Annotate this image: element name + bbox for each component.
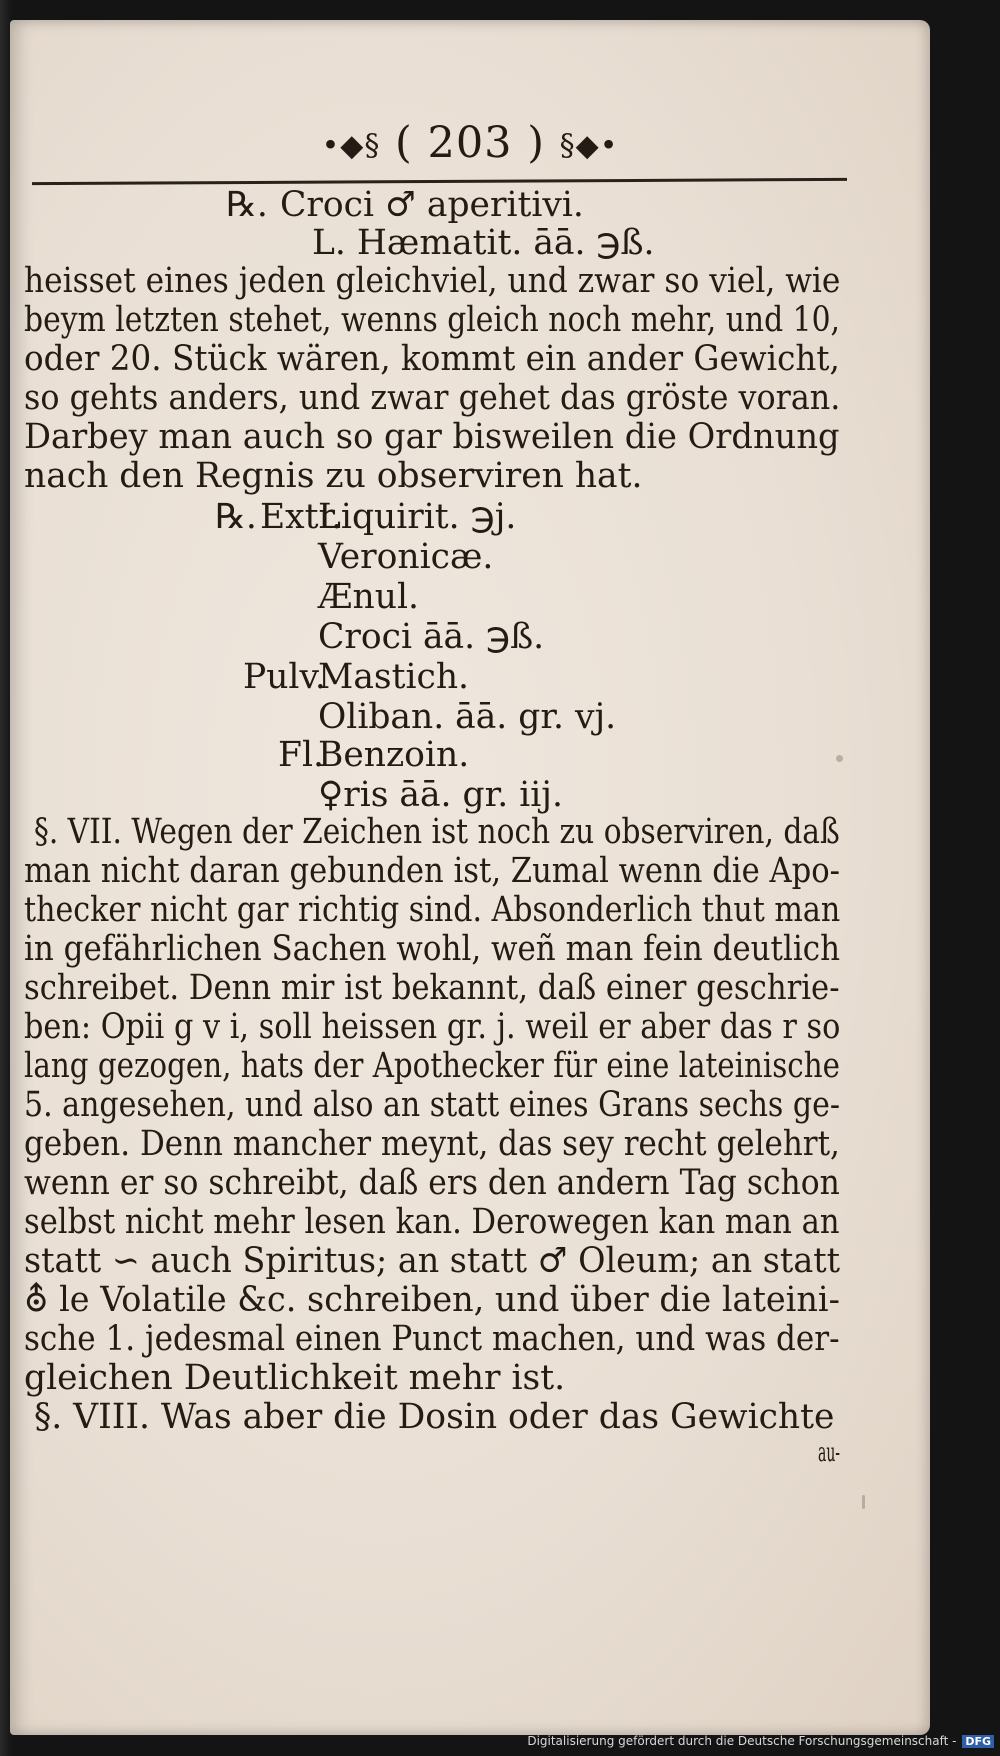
text-line: gleichen Deutlichkeit mehr ist. bbox=[24, 1358, 566, 1398]
recipe-line: Croci ♂ aperitivi. bbox=[280, 185, 584, 225]
text-line: schreibet. Denn mir ist bekannt, daß einer geschrie- bbox=[24, 968, 840, 1008]
header-ornament-left: •◆§ bbox=[321, 128, 381, 164]
text-line: §. VIII. Was aber die Dosin oder das Gewichte bbox=[34, 1397, 835, 1437]
recipe-item: Benzoin. bbox=[318, 735, 470, 775]
text-line: heisset eines jeden gleichviel, und zwar so viel, wie bbox=[24, 261, 841, 301]
text-line: geben. Denn mancher meynt, das sey recht gelehrt, bbox=[24, 1124, 840, 1164]
header-ornament-right: §◆• bbox=[559, 128, 619, 164]
text-line: wenn er so schreibt, daß ers den andern Tag schon bbox=[24, 1163, 840, 1203]
catchword: au- bbox=[818, 1438, 841, 1468]
text-line: selbst nicht mehr lesen kan. Derowegen kan man an bbox=[24, 1202, 840, 1242]
recipe-item: ♀ris āā. gr. iij. bbox=[318, 775, 563, 815]
page-number: ( 203 ) bbox=[395, 118, 545, 168]
text-line: ⛢ le Volatile &c. schreiben, und über die lateini- bbox=[24, 1280, 840, 1320]
text-line: §. VII. Wegen der Zeichen ist noch zu observiren, daß bbox=[34, 812, 840, 852]
footer-text: Digitalisierung gefördert durch die Deutsche Forschungsgemeinschaft - bbox=[527, 1734, 957, 1748]
recipe-line: L. Hæmatit. āā. ℈ß. bbox=[312, 223, 655, 263]
text-line: statt ∽ auch Spiritus; an statt ♂ Oleum; an statt bbox=[24, 1241, 841, 1281]
text-line: lang gezogen, hats der Apothecker für eine lateinische bbox=[24, 1046, 840, 1086]
text-line: ben: Opii g v i, soll heissen gr. j. weil er aber das r so bbox=[24, 1007, 841, 1047]
recipe-item: Ænul. bbox=[318, 577, 419, 617]
dfg-logo: DFG bbox=[962, 1735, 994, 1748]
recipe-rx-symbol: ℞. bbox=[226, 185, 268, 225]
recipe-rx-symbol: ℞. bbox=[215, 497, 257, 537]
text-line: beym letzten stehet, wenns gleich noch mehr, und 10, bbox=[24, 300, 841, 340]
recipe-item: Croci āā. ℈ß. bbox=[318, 617, 545, 657]
book-page bbox=[10, 20, 930, 1735]
text-line: sche 1. jedesmal einen Punct machen, und was der- bbox=[24, 1319, 840, 1359]
recipe-label-extr: Extr. bbox=[260, 497, 343, 537]
text-line: thecker nicht gar richtig sind. Absonderlich thut man bbox=[24, 890, 841, 930]
recipe-item: Oliban. āā. gr. vj. bbox=[318, 697, 617, 737]
text-line: 5. angesehen, und also an statt eines Grans sechs ge- bbox=[24, 1085, 840, 1125]
recipe-item: Veronicæ. bbox=[318, 537, 494, 577]
text-line: nach den Regnis zu observiren hat. bbox=[24, 456, 643, 496]
recipe-label-fl: Fl. bbox=[278, 735, 324, 775]
ink-mark bbox=[862, 1495, 865, 1509]
ink-spot bbox=[836, 755, 843, 762]
text-line: oder 20. Stück wären, kommt ein ander Gewicht, bbox=[24, 339, 840, 379]
recipe-label-pulv: Pulv. bbox=[243, 657, 326, 697]
text-line: man nicht daran gebunden ist, Zumal wenn die Apo- bbox=[24, 851, 841, 891]
text-line: so gehts anders, und zwar gehet das gröste voran. bbox=[24, 378, 841, 418]
digitization-footer bbox=[527, 1734, 994, 1748]
text-line: in gefährlichen Sachen wohl, weñ man fein deutlich bbox=[24, 929, 841, 969]
text-line: Darbey man auch so gar bisweilen die Ordnung bbox=[24, 417, 840, 457]
page-header bbox=[10, 118, 930, 168]
recipe-item: Liquirit. ℈j. bbox=[318, 497, 517, 537]
recipe-item: Mastich. bbox=[318, 657, 470, 697]
